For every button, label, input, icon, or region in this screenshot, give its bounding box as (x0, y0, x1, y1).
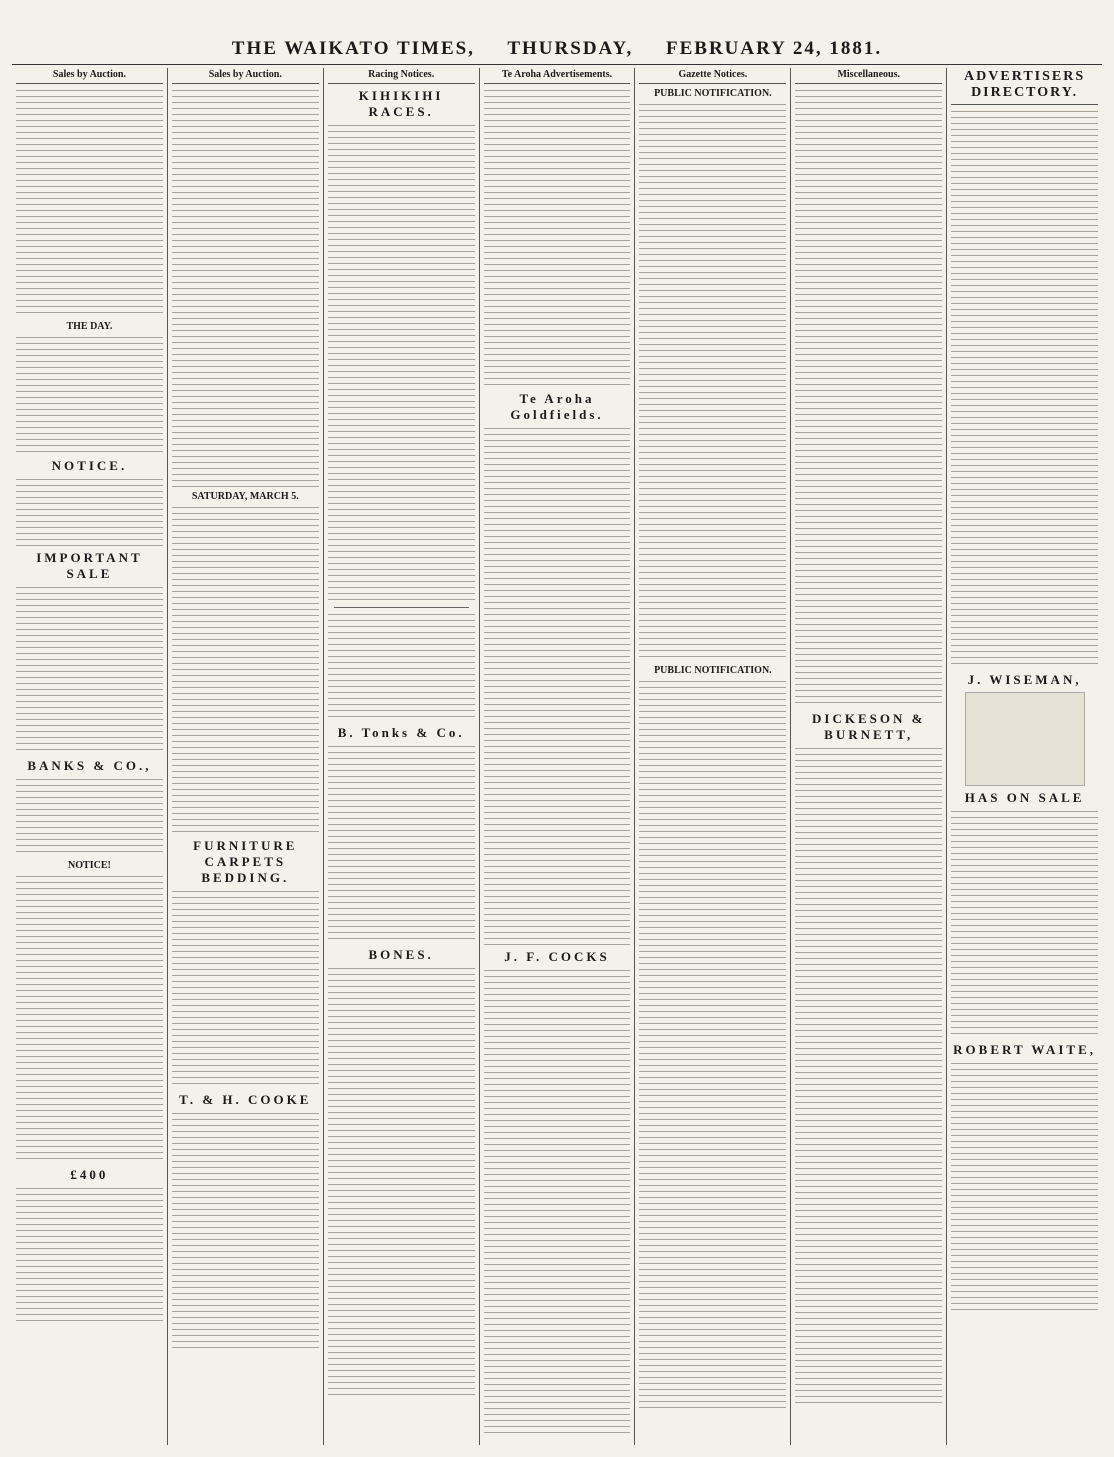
column-6 (791, 68, 947, 1445)
column-heading: Racing Notices. (328, 68, 475, 84)
notice-heading: HAS ON SALE (964, 790, 1085, 805)
notice-heading: J. F. COCKS (504, 949, 610, 964)
notice-heading: NOTICE. (51, 458, 128, 473)
masthead (12, 38, 1102, 62)
text-block (172, 88, 319, 488)
text-block (484, 88, 631, 388)
notice-heading: B. Tonks & Co. (337, 725, 465, 740)
text-block (639, 102, 786, 662)
notice-heading: DICKESON & BURNETT, (812, 711, 926, 742)
columns (12, 68, 1102, 1445)
masthead-date: FEBRUARY 24, 1881. (666, 38, 883, 59)
masthead-rule (12, 64, 1102, 65)
text-block (951, 1061, 1098, 1311)
text-block (16, 874, 163, 1164)
text-block (639, 679, 786, 1409)
text-block (795, 746, 942, 1406)
text-block (795, 88, 942, 708)
notice-heading: PUBLIC NOTIFICATION. (654, 88, 772, 99)
text-block (16, 335, 163, 455)
divider (334, 607, 469, 608)
text-block (16, 477, 163, 547)
notice-heading: BANKS & CO., (27, 758, 152, 773)
notice-heading: FURNITURE CARPETS BEDDING. (193, 838, 298, 885)
text-block (172, 1111, 319, 1351)
masthead-day: THURSDAY, (507, 38, 634, 59)
text-block (16, 88, 163, 318)
column-heading: Sales by Auction. (172, 68, 319, 84)
text-block (484, 426, 631, 946)
saddle-illustration (965, 692, 1085, 786)
column-7 (947, 68, 1102, 1445)
notice-heading: Te Aroha Goldfields. (510, 391, 604, 422)
column-4 (480, 68, 636, 1445)
notice-heading: ROBERT WAITE, (953, 1042, 1096, 1057)
notice-heading: NOTICE! (68, 860, 111, 871)
text-block (172, 505, 319, 835)
masthead-title: THE WAIKATO TIMES, (231, 38, 475, 59)
text-block (328, 744, 475, 944)
column-3 (324, 68, 480, 1445)
notice-heading: SATURDAY, MARCH 5. (191, 491, 299, 502)
text-block (328, 123, 475, 603)
column-heading: Te Aroha Advertisements. (484, 68, 631, 84)
text-block (951, 109, 1098, 669)
notice-heading: KIHIKIHI RACES. (358, 88, 444, 119)
column-5 (635, 68, 791, 1445)
column-1 (12, 68, 168, 1445)
column-heading: Sales by Auction. (16, 68, 163, 84)
text-block (16, 777, 163, 857)
notice-heading: £400 (70, 1167, 109, 1182)
notice-heading: BONES. (368, 947, 434, 962)
column-heading: Gazette Notices. (639, 68, 786, 84)
text-block (951, 809, 1098, 1039)
notice-heading: THE DAY. (66, 321, 113, 332)
text-block (328, 612, 475, 722)
column-2 (168, 68, 324, 1445)
text-block (16, 585, 163, 755)
notice-heading: T. & H. COOKE (179, 1092, 312, 1107)
text-block (16, 1186, 163, 1326)
notice-heading: PUBLIC NOTIFICATION. (654, 665, 772, 676)
notice-heading: IMPORTANT SALE (36, 550, 143, 581)
column-heading: Miscellaneous. (795, 68, 942, 84)
column-heading: ADVERTISERS DIRECTORY. (951, 68, 1098, 105)
text-block (484, 968, 631, 1438)
text-block (328, 966, 475, 1396)
notice-heading: J. WISEMAN, (967, 672, 1082, 687)
text-block (172, 889, 319, 1089)
